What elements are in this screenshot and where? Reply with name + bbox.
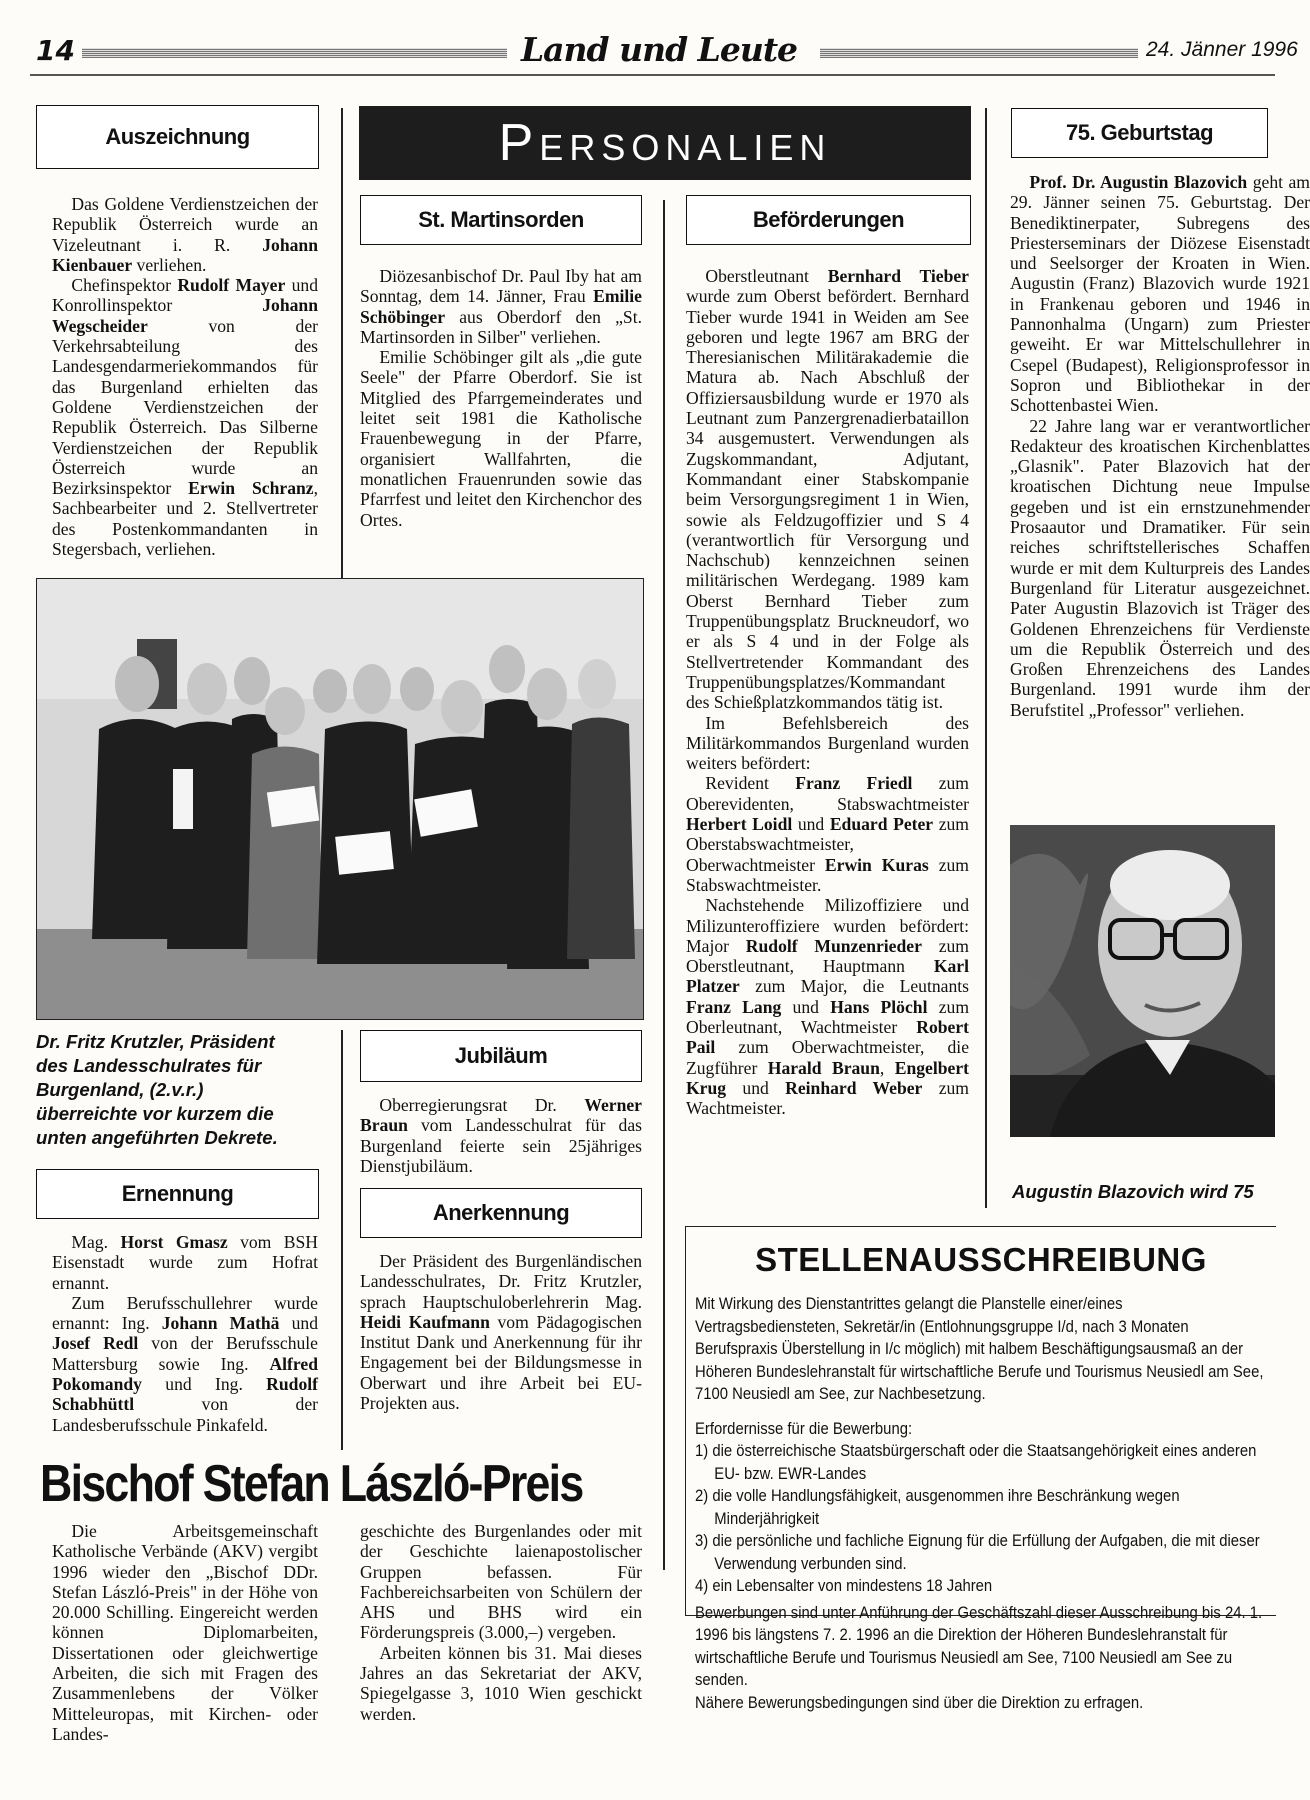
stellen-req-1: 1) die österreichische Staatsbürgerschaft oder die Staatsangehörigkeit eines anderen EU- bzw. EWR-Landes [695,1442,1257,1483]
geburtstag-p1: Prof. Dr. Augustin Blazovich geht am 29. Jänner seinen 75. Geburtstag. Der Benediktinerpater, Subregens des Priesterseminars der Diözese Eisenstadt und Seelsorger der Kroaten in Wien. Augustin (Franz) Blazovich wurde 1921 in Frankenau geboren und 1946 in Pannonhalma (Ungarn) zum Priester geweiht. Er war Mittelschullehrer in Csepel (Budapest), Religionsprofessor in Sopron und Bibliothekar in der Schottenbastei Wien. [1010,172,1310,416]
stellen-outro2: Nähere Bewerungsbedingungen sind über die Direktion zu erfragen. [695,1693,1144,1712]
ernennung-text [52,1232,318,1435]
auszeichnung-text [52,194,318,559]
geburtstag-p2: 22 Jahre lang war er verantwortlicher Redakteur des kroatischen Kirchenblattes „Glasnik". Pater Blazovich hat der kroatischen Dichtung neue Impulse gegeben und ist ein ernstzunehmender Prosaautor und Dramatiker. Für sein reiches schriftstellerisches Schaffen wurde er mit dem Kulturpreis des Landes Burgenland für Literatur ausgezeichnet. Pater Augustin Blazovich ist Träger des Goldenen Ehrenzeichens für Verdienste um die Republik Österreich und des Großen Ehrenzeichens des Landes Burgenland. 1991 wurde ihm der Berufstitel „Professor" verliehen. [1010,415,1310,720]
jubilaeum-text [360,1095,642,1176]
auszeichnung-heading: Auszeichnung [105,124,250,149]
laszlo-col2-p2: Arbeiten können bis 31. Mai dieses Jahres an das Sekretariat der AKV, Spiegelgasse 3, 1010 Wien geschickt werden. [360,1642,642,1724]
befoerderungen-p2: Im Befehlsbereich des Militärkommandos Burgenland wurden weiters befördert: [686,712,969,774]
group-photo [36,578,644,1020]
jubilaeum-heading-box [360,1030,642,1082]
anerkennung-heading-box [360,1188,642,1238]
ernennung-p2: Zum Berufsschullehrer wurde ernannt: Ing. Johann Mathä und Josef Redl von der Berufsschule Mattersburg sowie Ing. Alfred Pokomandy und Ing. Rudolf Schabhüttl von der Landesberufsschule Pinkafeld. [52,1292,318,1435]
geburtstag-text [1010,172,1310,720]
group-photo-caption: Dr. Fritz Krutzler, Präsident des Landesschulrates für Burgenland, (2.v.r.) überreichte vor kurzem die unten angeführten Dekrete. [36,1031,278,1148]
column-rule-1 [341,108,343,578]
auszeichnung-p2: Chefinspektor Rudolf Mayer und Konrollinspektor Johann Wegscheider von der Verkehrsabteilung des Landesgendarmeriekommandos für das Burgenland erhielten das Goldene Verdienstzeichen der Republik Österreich. Das Silberne Verdienstzeichen der Republik Österreich wurde an Bezirksinspektor Erwin Schranz, Sachbearbeiter und 2. Stellvertreter des Postenkommandanten in Stegersbach, verliehen. [52,275,318,560]
stellen-body [695,1293,1271,1714]
laszlo-headline: Bischof Stefan László-Preis [40,1455,583,1513]
martinsorden-heading-box [360,195,642,245]
header-rule-left [82,48,507,58]
issue-date: 24. Jänner 1996 [1146,38,1298,61]
ernennung-p1: Mag. Horst Gmasz vom BSH Eisenstadt wurde zum Hofrat ernannt. [52,1232,318,1293]
auszeichnung-p1: Das Goldene Verdienstzeichen der Republik Österreich wurde an Vizeleutnant i. R. Johann Kienbauer verliehen. [52,194,318,275]
group-photo-image [37,579,643,1019]
ernennung-heading-box [36,1169,319,1219]
befoerderungen-heading-box [686,195,971,245]
header-rule-right [820,48,1138,58]
section-banner [359,106,971,180]
ernennung-heading: Ernennung [121,1181,234,1206]
stellen-outro: Bewerbungen sind unter Anführung der Geschäftszahl dieser Ausschreibung bis 24. 1. 1996 bis längstens 7. 2. 1996 an die Direktion der Höheren Bundeslehranstalt für wirtschaftliche Berufe und Tourismus Neusiedl am See, 7100 Neusiedl am See zu senden. [695,1603,1263,1689]
column-rule-2 [341,1030,343,1450]
stellen-heading: STELLENAUSSCHREIBUNG [755,1241,1207,1278]
column-rule-4 [985,108,987,1208]
anerkennung-text [360,1251,642,1413]
stellen-req-4: 4) ein Lebensalter von mindestens 18 Jahren [695,1577,993,1595]
laszlo-col2 [360,1521,642,1724]
martinsorden-p2: Emilie Schöbinger gilt als „die gute Seele" der Pfarre Oberdorf. Sie ist Mitglied des Pfarrgemeinderates und leitet seit 1981 die Katholische Frauenbewegung in der Pfarre, organisiert Wallfahrten, die monatlichen Frauenrunden sowie das Pfarrfest und leitet den Kirchenchor des Ortes. [360,347,642,530]
stellen-req-2: 2) die volle Handlungsfähigkeit, ausgenommen ihre Beschränkung wegen Minderjährigkeit [695,1487,1180,1528]
befoerderungen-p4: Nachstehende Milizoffiziere und Milizunteroffiziere wurden befördert: Major Rudolf Munzenrieder zum Oberstleutnant, Hauptmann Karl Platzer zum Major, die Leutnants Franz Lang und Hans Plöchl zum Oberleutnant, Wachtmeister Robert Pail zum Oberwachtmeister, die Zugführer Harald Braun, Engelbert Krug und Reinhard Weber zum Wachtmeister. [686,895,970,1119]
jubilaeum-p1: Oberregierungsrat Dr. Werner Braun vom Landesschulrat für das Burgenland feierte sein 25jähriges Dienstjubiläum. [360,1095,642,1176]
befoerderungen-heading: Beförderungen [752,207,905,232]
column-rule-3 [663,200,665,1570]
portrait-photo [1010,825,1275,1137]
masthead: Land und Leute [520,30,798,69]
portrait-caption: Augustin Blazovich wird 75 [1012,1181,1254,1202]
geburtstag-clip [1010,172,1310,812]
befoerderungen-p1: Oberstleutnant Bernhard Tieber wurde zum Oberst befördert. Bernhard Tieber wurde 1941 in Weiden am See geboren und legte 1967 am BRG der Theresianischen Militärakademie die Matura ab. Nach Abschluß der Offiziersausbildung wurde er 1970 als Leutnant zum Panzergrenadierbataillon 34 ausgemustert. Verwendungen als Zugskommandant, Adjutant, Kommandant einer Stabskompanie beim Versorgungsregiment 1 in Wien, sowie als Feldzugoffizier und S 4 (verantwortlich für Versorgung und Nachschub) kennzeichnen seinen militärischen Werdegang. 1989 kam Oberst Bernhard Tieber zum Truppenübungsplatz Bruckneudorf, wo er als S 4 und in der Folge als Stellvertretender Kommandant des Truppenübungsplatzes/Kommandant des Schießplatzkommandos tätig ist. [686,266,969,713]
page-header [0,30,1298,74]
geburtstag-heading-box [1011,108,1268,158]
jubilaeum-heading: Jubiläum [454,1043,548,1068]
anerkennung-p1: Der Präsident des Burgenländischen Landesschulrates, Dr. Fritz Krutzler, sprach Hauptschuloberlehrerin Mag. Heidi Kaufmann vom Pädagogischen Institut Dank und Anerkennung für ihr Engagement bei der Bildungsmesse in Oberwart und ihre Arbeit bei EU-Projekten aus. [360,1251,642,1414]
page-number: 14 [36,34,75,67]
stellen-intro: Mit Wirkung des Dienstantrittes gelangt die Planstelle einer/eines Vertragsbediensteten, Sekretär/in (Entlohnungsgruppe I/d, nach 3 Monaten Berufspraxis Überstellung in I/c möglich) mit halbem Beschäftigungsausmaß an der Höheren Bundeslehranstalt für wirtschaftliche Berufe und Tourismus Neusiedl am See, 7100 Neusiedl am See, zur Nachbesetzung. [695,1295,1264,1403]
stellen-req-3: 3) die persönliche und fachliche Eignung für die Erfüllung der Aufgaben, die mit dieser Verwendung verbunden sind. [695,1532,1260,1573]
auszeichnung-heading-box [36,105,319,169]
laszlo-col2-p1: geschichte des Burgenlandes oder mit der Geschichte laienapostolischer Gruppen befassen. Für Fachbereichsarbeiten von Schülern der AHS und BHS wird ein Förderungspreis (3.000,–) vergeben. [360,1521,642,1643]
martinsorden-heading: St. Martinsorden [418,207,584,232]
portrait-image [1010,825,1275,1137]
anerkennung-heading: Anerkennung [432,1200,570,1225]
befoerderungen-text [686,266,969,1118]
header-underline [30,74,1275,76]
martinsorden-p1: Diözesanbischof Dr. Paul Iby hat am Sonntag, dem 14. Jänner, Frau Emilie Schöbinger aus Oberdorf den „St. Martinsorden in Silber" verliehen. [360,266,642,347]
stellen-req-title: Erfordernisse für die Bewerbung: [695,1419,913,1438]
stellen-box [685,1226,1276,1712]
section-title: Personalien [498,114,832,172]
martinsorden-text [360,266,642,530]
befoerderungen-p3: Revident Franz Friedl zum Oberevidenten, Stabswachtmeister Herbert Loidl und Eduard Peter zum Oberstabswachtmeister, Oberwachtmeister Erwin Kuras zum Stabswachtmeister. [686,773,969,895]
stellen-requirements [695,1440,1271,1598]
geburtstag-heading: 75. Geburtstag [1065,120,1214,145]
laszlo-col1: Die Arbeitsgemeinschaft Katholische Verbände (AKV) vergibt 1996 wieder den „Bischof DDr. Stefan László-Preis" in der Höhe von 20.000 Schilling. Eingereicht werden können Diplomarbeiten, Dissertationen oder gleichwertige Arbeiten, die sich mit Fragen des Zusammenlebens der Völker Mitteleuropas, mit Kirchen- oder Landes- [52,1521,318,1744]
